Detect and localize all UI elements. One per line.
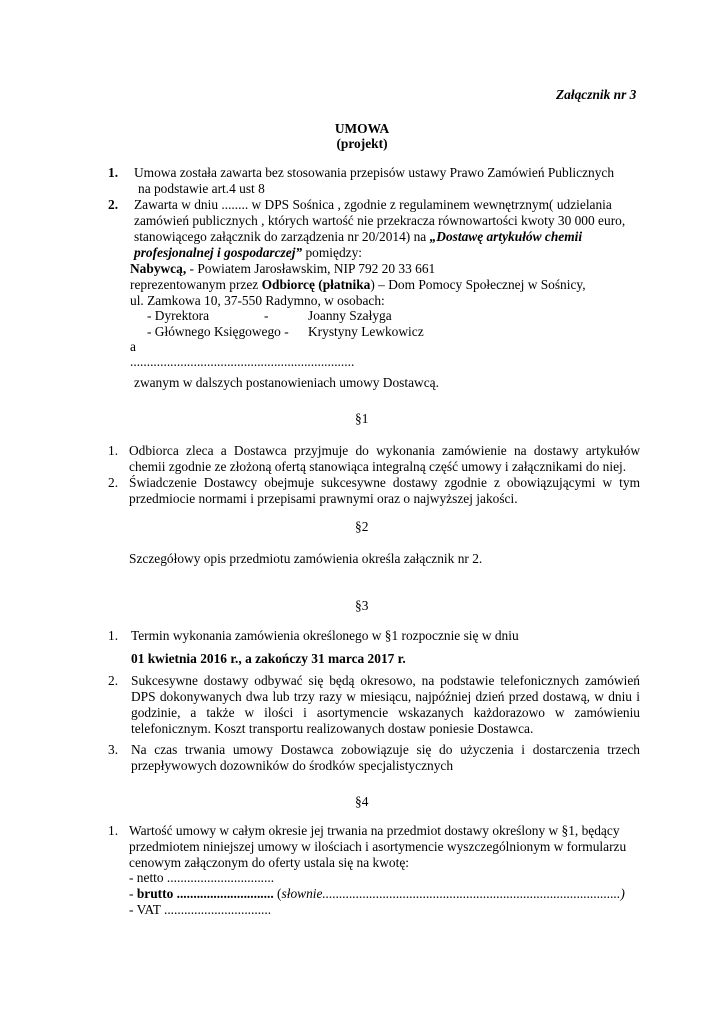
conjunction-a: a <box>130 339 136 354</box>
section3-item2-line3 <box>131 704 640 721</box>
section3-item2-line2-text: DPS dokonywanych dwa lub trzy razy w miesiącu, najpóźniej dzień przed dostawą, w dniu i <box>131 689 640 704</box>
intro-item1-line2: na podstawie art.4 ust 8 <box>138 181 265 196</box>
person2-role: - Głównego Księgowego - <box>147 324 289 339</box>
recipient-payer: Odbiorcę (płatnika <box>261 277 371 292</box>
intro-item1-number: 1. <box>108 165 119 180</box>
person1-dash: - <box>264 308 269 323</box>
section3-item3-line1 <box>131 741 640 758</box>
representative-suffix: ) – Dom Pomocy Społecznej w Sośnicy, <box>370 277 586 292</box>
gross-amount-line <box>129 885 625 902</box>
section3-item2-line4: telefonicznym. Koszt transportu realizowanych dostaw poniesie Dostawca. <box>131 721 534 736</box>
vat-amount-line: - VAT ................................ <box>129 902 272 917</box>
section2-heading: §2 <box>355 519 369 534</box>
section1-item1-line2: chemii zgodnie ze złożoną ofertą stanowiąca integralną część umowy i załącznikami do niej. <box>129 459 627 474</box>
section3-item2-line1 <box>131 672 640 689</box>
gross-paren-open: ( <box>273 886 282 901</box>
contract-term: 01 kwietnia 2016 r., a zakończy 31 marca 2017 r. <box>131 651 406 666</box>
intro-item2-line2: zamówień publicznych , których wartość nie przekracza równowartości kwoty 30 000 euro, <box>134 213 626 228</box>
gross-label: brutto ............................. <box>136 886 274 901</box>
attachment-label: Załącznik nr 3 <box>556 87 637 102</box>
section3-item2-line2 <box>131 688 640 705</box>
intro-item2-line3-text: stanowiącego załącznik do zarządzenia nr 20/2014) na <box>134 229 430 244</box>
section4-item1-line1: Wartość umowy w całym okresie jej trwania na przedmiot dostawy określony w §1, będący <box>129 823 620 838</box>
person1-name: Joanny Szałyga <box>308 308 392 323</box>
intro-item2-number: 2. <box>108 197 119 212</box>
contractor-placeholder: ................................................................... <box>130 354 355 369</box>
contractor-definition: zwanym w dalszych postanowieniach umowy Dostawcą. <box>134 375 439 390</box>
gross-dash: - <box>129 886 137 901</box>
section3-item3-line1-text: Na czas trwania umowy Dostawca zobowiązuje się do użyczenia i dostarczenia trzech <box>131 742 640 757</box>
section3-item1-line1: Termin wykonania zamówienia określonego w §1 rozpocznie się w dniu <box>131 628 519 643</box>
address-line: ul. Zamkowa 10, 37-550 Radymno, w osobach: <box>130 293 385 308</box>
section3-item2-line1-text: Sukcesywne dostawy odbywać się będą okresowo, na podstawie telefonicznych zamówień <box>131 673 640 688</box>
representative-line <box>130 276 586 293</box>
section3-item3-number: 3. <box>108 742 119 757</box>
document-subtitle: (projekt) <box>336 136 388 151</box>
document-title: UMOWA <box>334 121 390 136</box>
section4-heading: §4 <box>355 794 369 809</box>
section1-item1-line1 <box>129 442 640 459</box>
section1-item1-line1-text: Odbiorca zleca a Dostawca przyjmuje do wykonania zamówienie na dostawy artykułów <box>129 443 640 458</box>
gross-paren-close: ) <box>620 886 625 901</box>
section1-item2-line1 <box>129 474 640 491</box>
section3-item2-line3-text: godzinie, a także w ilości i asortymencie wskazanych każdorazowo w zamówieniu <box>131 705 640 720</box>
section4-item1-line3: cenowym załączonym do oferty ustala się na kwotę: <box>129 855 409 870</box>
section1-item1-number: 1. <box>108 443 119 458</box>
buyer-details: - Powiatem Jarosławskim, NIP 792 20 33 661 <box>186 261 436 276</box>
buyer-name: Nabywcą, <box>130 261 187 276</box>
section3-item1-number: 1. <box>108 628 119 643</box>
section1-item2-line1-text: Świadczenie Dostawcy obejmuje sukcesywne dostawy zgodnie z obowiązującymi w tym <box>129 475 640 490</box>
intro-item1-line1: Umowa została zawarta bez stosowania przepisów ustawy Prawo Zamówień Publicznych <box>134 165 615 180</box>
subject-title-part2: profesjonalnej i gospodarczej” <box>134 245 303 260</box>
gross-in-words: słownie......................................................................................... <box>281 886 621 901</box>
section1-heading: §1 <box>355 411 369 426</box>
section4-item1-number: 1. <box>108 823 119 838</box>
net-amount-line: - netto ................................ <box>129 870 275 885</box>
section3-heading: §3 <box>355 598 369 613</box>
section4-item1-line2: przedmiotem niniejszej umowy w ilościach i asortymencie wyszczególnionym w formularzu <box>129 839 627 854</box>
intro-item2-line1: Zawarta w dniu ........ w DPS Sośnica , zgodnie z regulaminem wewnętrznym( udzielania <box>134 197 612 212</box>
section1-item2-number: 2. <box>108 475 119 490</box>
buyer-line <box>130 260 435 277</box>
intro-item2-line4 <box>134 244 362 261</box>
subject-title-part1: „Dostawę artykułów chemii <box>429 229 583 244</box>
section2-text: Szczegółowy opis przedmiotu zamówienia określa załącznik nr 2. <box>129 551 483 566</box>
intro-item2-line4-text: pomiędzy: <box>302 245 363 260</box>
representative-prefix: reprezentowanym przez <box>130 277 262 292</box>
section3-item3-line2: przepływowych dozowników do środków specjalistycznych <box>131 758 454 773</box>
person2-name: Krystyny Lewkowicz <box>308 324 424 339</box>
intro-item2-line3 <box>134 228 582 245</box>
person1-role: - Dyrektora <box>147 308 210 323</box>
section3-item2-number: 2. <box>108 673 119 688</box>
section1-item2-line2: przedmiocie normami i przepisami prawnymi oraz o najwyższej jakości. <box>129 491 518 506</box>
